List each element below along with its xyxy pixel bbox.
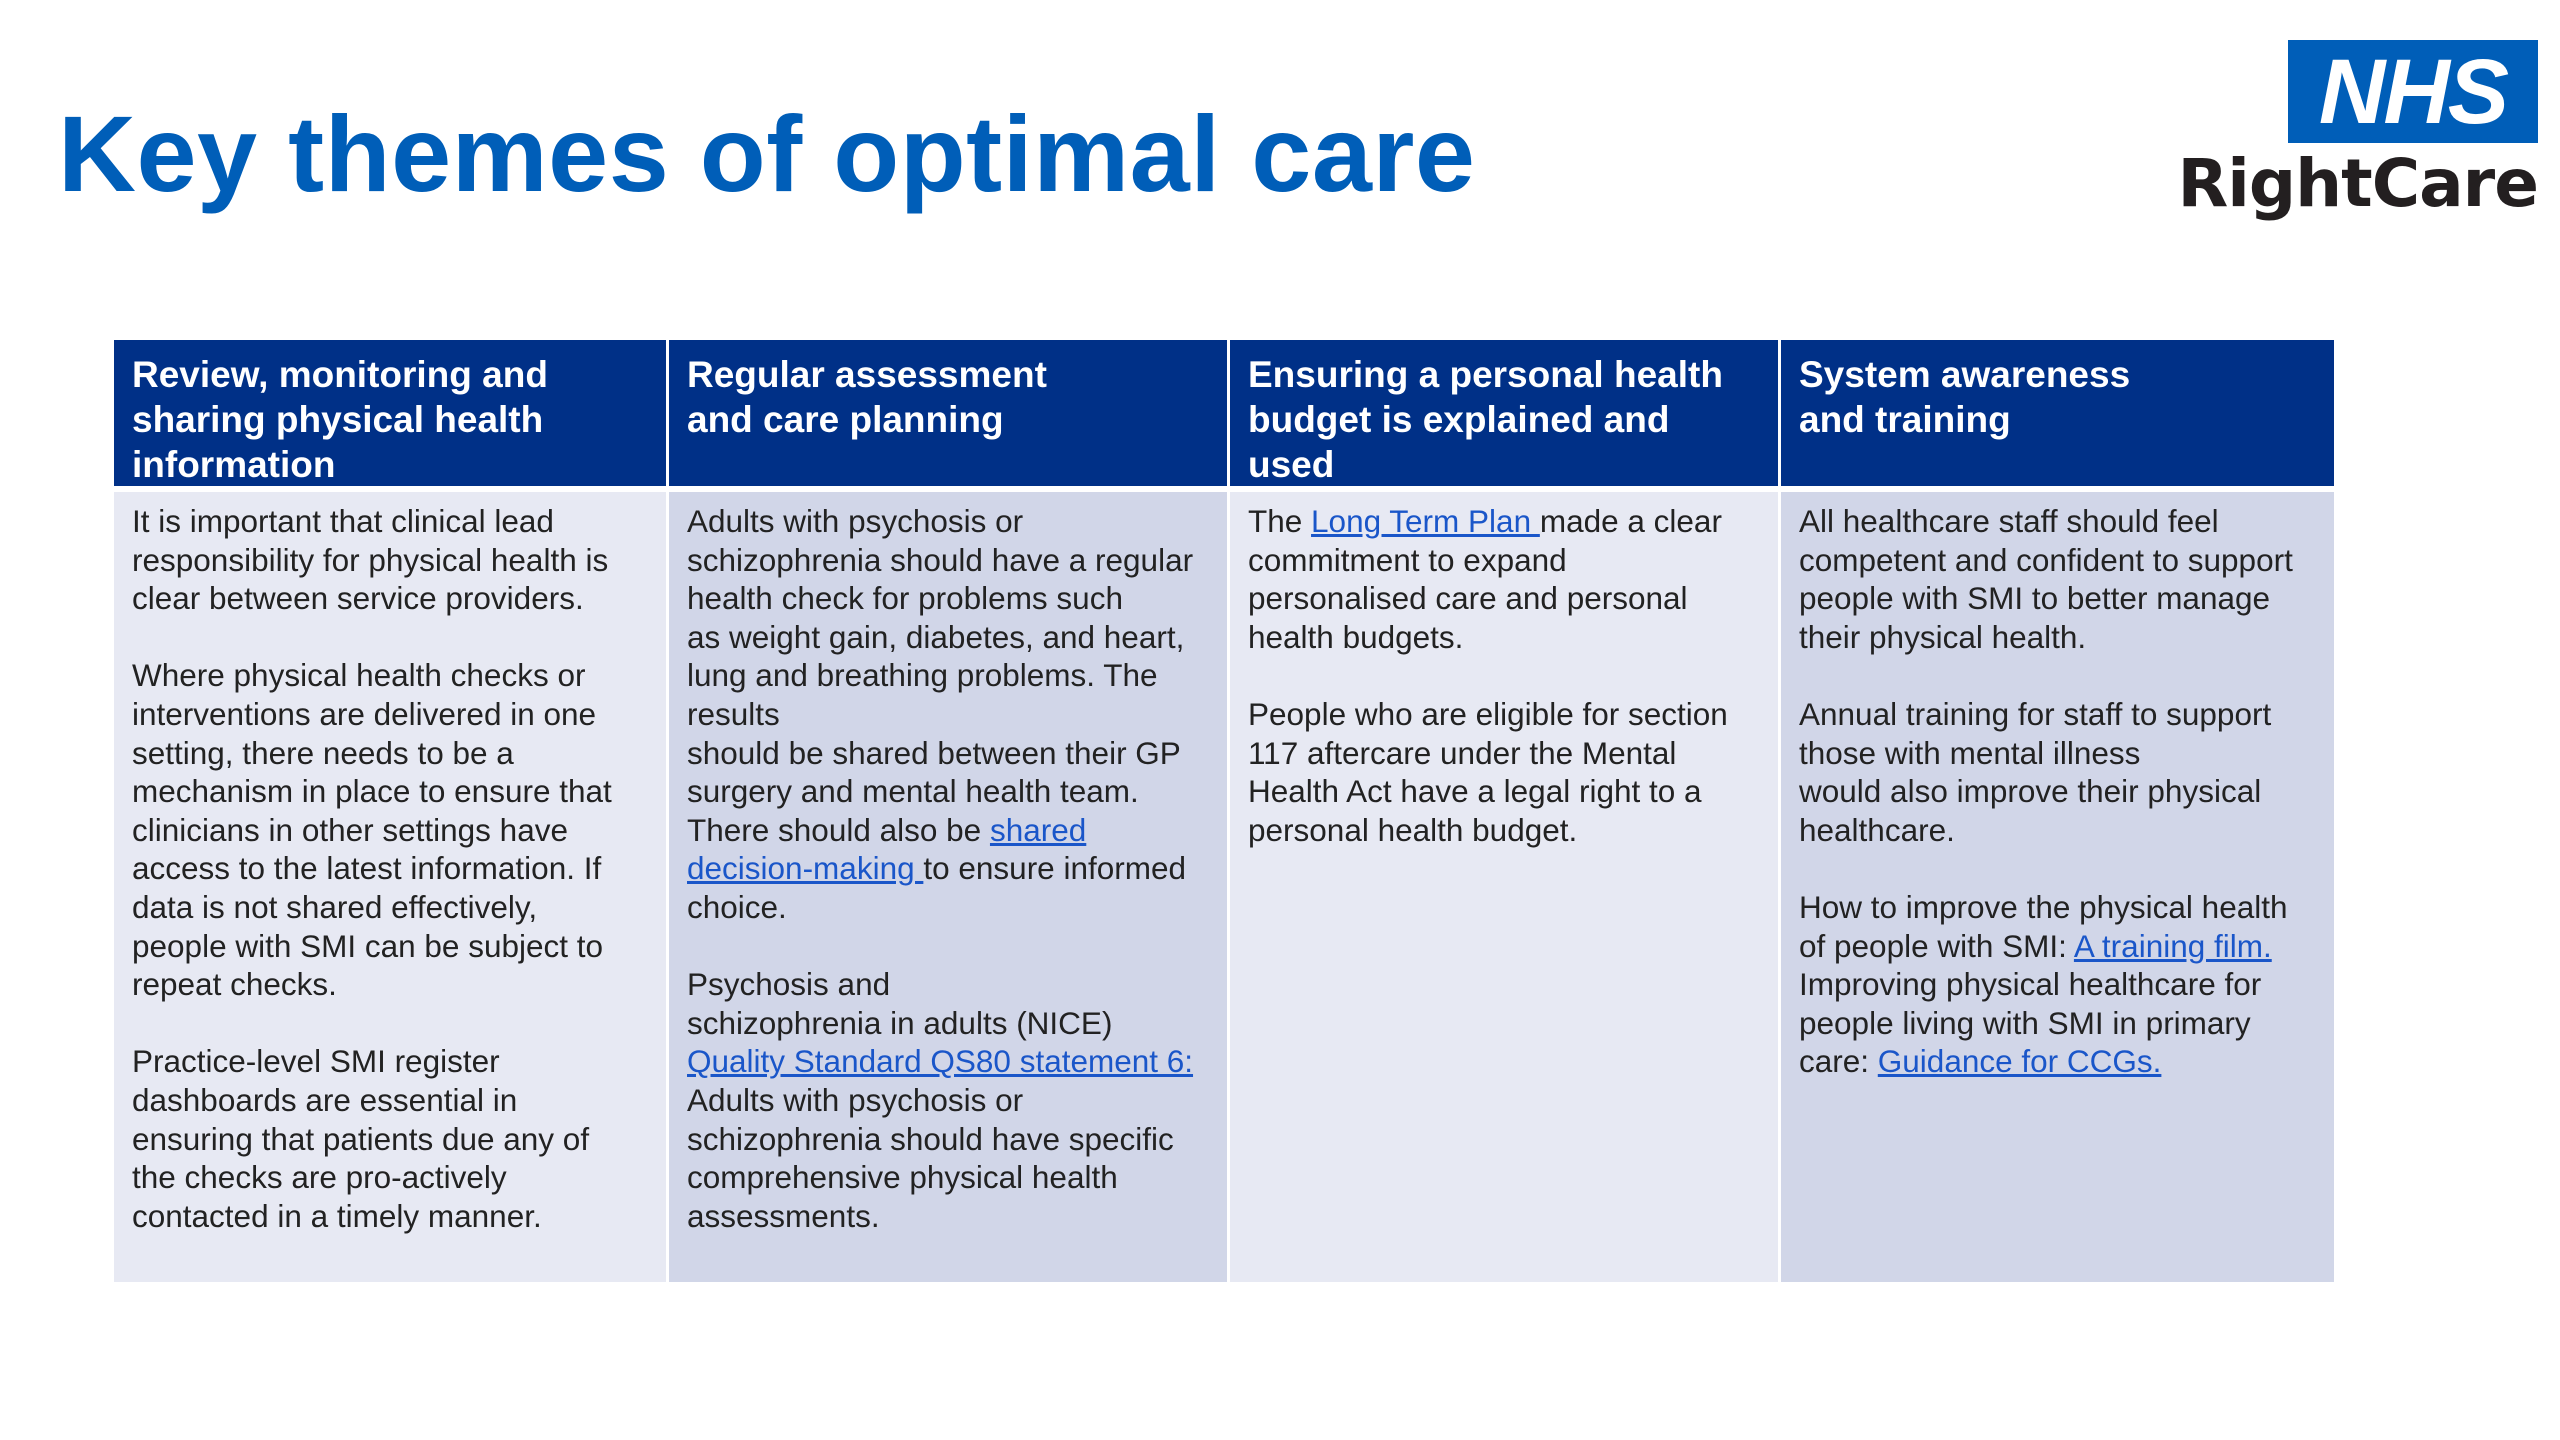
themes-table	[114, 340, 2334, 1282]
paragraph-text: to ensure informed choice.	[687, 850, 1187, 925]
theme-column-personal-health-budget	[1227, 340, 1778, 1282]
column-body	[1230, 492, 1778, 1282]
paragraph-text: The	[1248, 503, 1312, 539]
paragraph	[1799, 888, 2320, 1081]
paragraph: All healthcare staff should feel competent and confident to support people with SMI to better manage their physical health.	[1799, 503, 2293, 655]
paragraph-text: Adults with psychosis or schizophrenia should have specific comprehensive physical health assessments.	[687, 1081, 1174, 1234]
paragraph	[687, 502, 1213, 927]
column-header: System awareness and training	[1781, 340, 2334, 492]
paragraph	[1248, 502, 1764, 656]
paragraph-text: Adults with psychosis or schizophrenia should have a regular health check for problems such as weight gain, diabetes, and heart, lung and breathing problems. The results should be shared between their GP surgery and mental health team. There should also be	[687, 503, 1194, 848]
paragraph: People who are eligible for section 117 aftercare under the Mental Health Act have a legal right to a personal health budget.	[1248, 695, 1728, 848]
paragraph: Where physical health checks or interventions are delivered in one setting, there needs to be a mechanism in place to ensure that clinicians in other settings have access to the latest information. If data is not shared effectively, people with SMI can be subject to repeat checks.	[132, 657, 612, 1003]
nhs-logo-mark: NHS	[2288, 40, 2538, 143]
page-title: Key themes of optimal care	[58, 93, 1476, 214]
paragraph	[687, 965, 1213, 1235]
column-body	[669, 492, 1227, 1282]
shared-decision-making-link[interactable]: shared decision-making	[687, 811, 1087, 887]
long-term-plan-link[interactable]: Long Term Plan	[1311, 503, 1540, 539]
paragraph: Annual training for staff to support those with mental illness would also improve their physical healthcare.	[1799, 695, 2272, 848]
paragraph-text: How to improve the physical health of people with SMI:	[1799, 888, 2288, 964]
paragraph-text: Improving physical healthcare for people living with SMI in primary care:	[1799, 966, 2262, 1080]
paragraph-text: made a clear commitment to expand personalised care and personal health budgets.	[1248, 503, 1722, 655]
paragraph: Practice-level SMI register dashboards are essential in ensuring that patients due any of the checks are pro-actively contacted in a timely manner.	[132, 1043, 590, 1234]
theme-column-review-monitoring	[114, 340, 666, 1282]
paragraph: It is important that clinical lead responsibility for physical health is clear between service providers.	[132, 503, 609, 617]
paragraph-text: Psychosis and schizophrenia in adults (NICE)	[687, 966, 1113, 1041]
rightcare-logo-text: RightCare	[2177, 145, 2538, 222]
column-body	[114, 492, 666, 1282]
training-film-link[interactable]: A training film.	[2073, 927, 2272, 964]
column-header: Ensuring a personal health budget is explained and used	[1230, 340, 1778, 492]
theme-column-awareness-training	[1778, 340, 2334, 1282]
theme-column-assessment-care-planning	[666, 340, 1227, 1282]
guidance-for-ccgs-link[interactable]: Guidance for CCGs.	[1877, 1043, 2162, 1080]
nhs-rightcare-logo	[2177, 40, 2538, 222]
column-header: Regular assessment and care planning	[669, 340, 1227, 492]
column-header: Review, monitoring and sharing physical health information	[114, 340, 666, 492]
column-body	[1781, 492, 2334, 1282]
quality-standard-qs80-link[interactable]: Quality Standard QS80 statement 6:	[687, 1043, 1194, 1080]
